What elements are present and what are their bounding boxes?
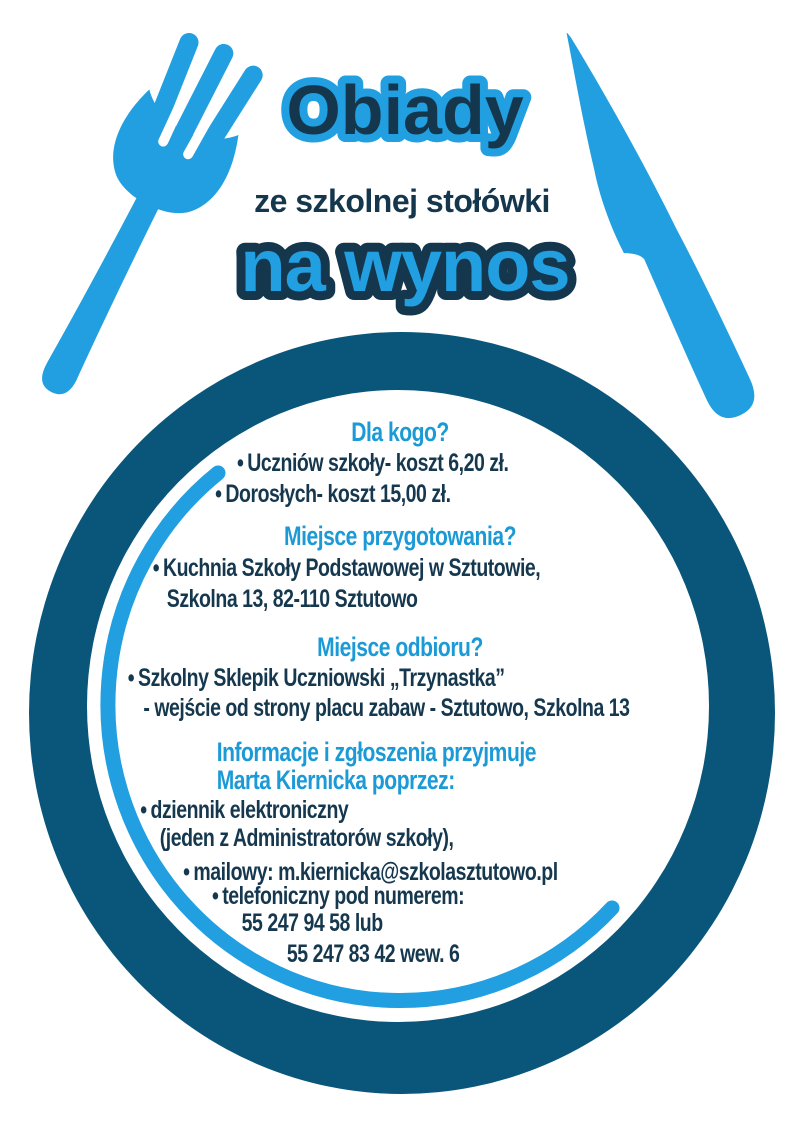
list-item xyxy=(153,553,540,583)
section-heading-dla-kogo: Dla kogo? xyxy=(351,417,449,447)
list-item-text: dziennik elektroniczny xyxy=(150,796,349,824)
list-item-text: mailowy: m.kiernicka@szkolasztutowo.pl xyxy=(193,858,558,886)
section-heading-miejsce-odbioru: Miejsce odbioru? xyxy=(317,632,483,662)
bullet: • xyxy=(152,554,160,582)
list-item-text: Dorosłych- koszt 15,00 zł. xyxy=(225,480,451,508)
plate-content xyxy=(88,0,712,1131)
section-heading-miejsce-przygotowania: Miejsce przygotowania? xyxy=(284,521,516,551)
list-item xyxy=(242,908,383,938)
list-item-text: 55 247 83 42 wew. 6 xyxy=(286,940,460,968)
poster-title: Obiady xyxy=(286,71,524,149)
bullet: • xyxy=(140,796,147,824)
poster-subtitle: ze szkolnej stołówki xyxy=(254,183,550,219)
poster-title2: na wynos xyxy=(240,224,570,307)
list-item xyxy=(212,881,464,911)
list-item xyxy=(160,823,454,853)
bullet: • xyxy=(127,664,135,692)
list-item xyxy=(143,693,629,723)
bullet: • xyxy=(183,858,190,886)
list-item-text: telefoniczny pod numerem: xyxy=(222,882,465,910)
list-item-text: - wejście od strony placu zabaw - Sztutowo, Szkolna 13 xyxy=(143,694,630,722)
bullet: • xyxy=(215,480,222,508)
list-item xyxy=(128,663,505,693)
list-item xyxy=(167,584,418,614)
list-item-text: 55 247 94 58 lub xyxy=(241,909,383,937)
list-item-text: (jeden z Administratorów szkoły), xyxy=(159,824,454,852)
list-item xyxy=(237,448,508,478)
section-heading-kontakt-osoba: Marta Kiernicka poprzez: xyxy=(216,765,455,795)
list-item-text: Kuchnia Szkoły Podstawowej w Sztutowie, xyxy=(163,554,541,582)
bullet: • xyxy=(212,882,219,910)
list-item xyxy=(140,795,348,825)
list-item xyxy=(215,479,450,509)
section-heading-informacje: Informacje i zgłoszenia przyjmuje xyxy=(216,737,536,767)
list-item-text: Szkolny Sklepik Uczniowski „Trzynastka” xyxy=(138,664,505,692)
list-item-text: Uczniów szkoły- koszt 6,20 zł. xyxy=(247,449,509,477)
list-item-text: Szkolna 13, 82-110 Sztutowo xyxy=(166,585,418,613)
list-item xyxy=(287,939,460,969)
bullet: • xyxy=(236,449,244,477)
